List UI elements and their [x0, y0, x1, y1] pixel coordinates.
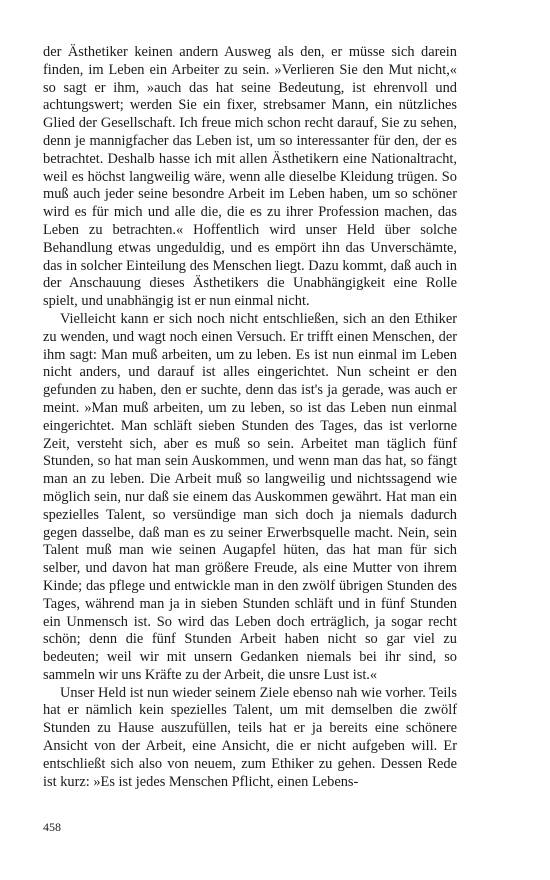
- page-number: 458: [43, 820, 61, 834]
- paragraph-1: der Ästhetiker keinen andern Ausweg als den, er müsse sich darein finden, im Leben ein Arbeiter zu sein. »Verlieren Sie den Mut nicht,« so sagt er ihm, »auch das hat seine Bedeutung, ist ehrenvoll und achtungswert; werden Sie ein fixer, strebsamer Mann, ein nützliches Glied der Gesellschaft. Ich freue mich schon recht darauf, Sie zu sehen, denn je mannigfacher das Leben ist, um so interessanter für den, der es betrachtet. Deshalb hasse ich mit allen Ästhetikern eine Nationaltracht, weil es höchst langweilig wäre, wenn alle dieselbe Kleidung trügen. So muß auch jeder seine besondre Arbeit im Leben haben, um so schöner wird es für mich und alle die, die es zu ihrer Profession machen, das Leben zu betrachten.« Hoffentlich wird unser Held über solche Behandlung etwas ungeduldig, und es empört ihn das Unverschämte, das in solcher Einteilung des Menschen liegt. Dazu kommt, daß auch in der Anschauung dieses Ästhetikers die Unabhängigkeit eine Rolle spielt, und unabhängig ist er nun einmal nicht.: [43, 44, 457, 310]
- paragraph-2: Vielleicht kann er sich noch nicht entschließen, sich an den Ethiker zu wenden, und wagt noch einen Versuch. Er trifft einen Menschen, der ihm sagt: Man muß arbeiten, um zu leben. Es ist nun einmal im Leben nicht anders, und darauf ist alles eingerichtet. Nun scheint er den gefunden zu haben, den er suchte, denn das ist's ja gerade, was auch er meint. »Man muß arbeiten, um zu leben, so ist das Leben nun einmal eingerichtet. Man schläft sieben Stunden des Tages, das ist verlorne Zeit, versteht sich, aber es muß so sein. Arbeitet man täglich fünf Stunden, so hat man sein Auskommen, und wenn man das hat, so fängt man an zu leben. Die Arbeit muß so langweilig und nichtssagend wie möglich sein, nur daß sie einem das Auskommen gewährt. Hat man ein spezielles Talent, so versündige man sich doch ja niemals dadurch gegen dasselbe, daß man es zu seiner Erwerbsquelle macht. Nein, sein Talent muß man wie seinen Augapfel hüten, das hat man für sich selber, und davon hat man größere Freude, als eine Mutter von ihrem Kinde; das pflege und entwickle man in den zwölf übrigen Stunden des Tages, während man ja in sieben Stunden schläft und in fünf Stunden ein Unmensch ist. So wird das Leben doch erträglich, ja sogar recht schön; denn die fünf Stunden Arbeit haben nicht so gar viel zu bedeuten; weil wir mit unsern Gedanken niemals bei ihr sind, so sammeln wir uns Kräfte zu der Arbeit, die unsre Lust ist.«: [43, 310, 457, 683]
- paragraph-3: Unser Held ist nun wieder seinem Ziele ebenso nah wie vorher. Teils hat er nämlich kein spezielles Talent, um mit demselben die zwölf Stunden zu Hause auszufüllen, teils hat er ja bereits eine schönere Ansicht von der Arbeit, eine Ansicht, die er nicht aufgeben will. Er entschließt sich also von neuem, zum Ethiker zu gehen. Dessen Rede ist kurz: »Es ist jedes Menschen Pflicht, einen Lebens-: [43, 684, 457, 790]
- book-page-text: [43, 44, 457, 791]
